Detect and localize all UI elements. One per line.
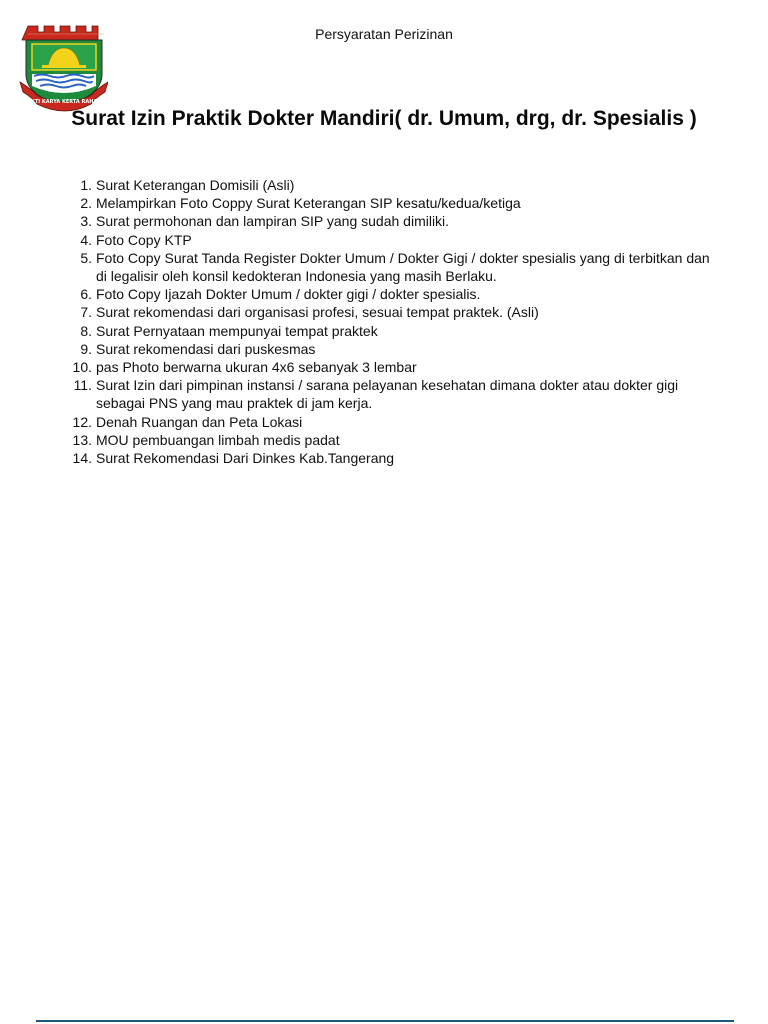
list-item-number: 11. (73, 377, 92, 394)
list-item-number: 13. (72, 431, 92, 448)
list-item (62, 449, 722, 467)
list-item-number: 4. (80, 231, 92, 248)
list-item (62, 194, 722, 212)
list-item (62, 431, 722, 449)
list-item (62, 358, 722, 376)
list-item (62, 322, 722, 340)
list-item-text: Surat Rekomendasi Dari Dinkes Kab.Tangerang (96, 450, 395, 467)
list-item-text: Denah Ruangan dan Peta Lokasi (96, 413, 303, 430)
list-item-number: 2. (80, 195, 92, 212)
list-item-text: Foto Copy Ijazah Dokter Umum / dokter gigi / dokter spesialis. (96, 286, 481, 303)
list-item (62, 212, 722, 230)
kabupaten-tangerang-emblem-icon (18, 20, 108, 116)
list-item-number: 10. (72, 359, 92, 376)
page-header: Persyaratan Perizinan (315, 26, 453, 42)
requirements-list (62, 176, 722, 467)
list-item-number: 3. (80, 213, 92, 230)
list-item-number: 1. (80, 177, 92, 193)
list-item (62, 340, 722, 358)
list-item-text: Foto Copy Surat Tanda Register Dokter Umum / Dokter Gigi / dokter spesialis yang di terbitkan dan di legalisir oleh konsil kedokteran Indonesia yang masih Berlaku. (96, 249, 710, 285)
list-item-text: Surat Izin dari pimpinan instansi / sarana pelayanan kesehatan dimana dokter atau dokter gigi sebagai PNS yang mau praktek di jam kerja. (96, 377, 679, 412)
bottom-divider (36, 1020, 734, 1022)
list-item-number: 6. (80, 286, 92, 303)
list-item-text: Surat permohonan dan lampiran SIP yang sudah dimiliki. (96, 213, 450, 230)
list-item-number: 9. (80, 340, 92, 357)
list-item-text: Surat rekomendasi dari puskesmas (96, 340, 316, 357)
list-item (62, 376, 722, 412)
list-item (62, 303, 722, 321)
list-item-number: 7. (80, 304, 92, 321)
list-item (62, 413, 722, 431)
list-item-text: Surat rekomendasi dari organisasi profesi, sesuai tempat praktek. (Asli) (96, 304, 539, 321)
list-item-number: 14. (72, 450, 92, 467)
list-item-text: Foto Copy KTP (96, 231, 192, 248)
list-item-number: 5. (80, 249, 92, 266)
list-item (62, 231, 722, 249)
list-item-text: pas Photo berwarna ukuran 4x6 sebanyak 3 lembar (96, 359, 417, 376)
list-item-number: 8. (80, 322, 92, 339)
list-item-text: MOU pembuangan limbah medis padat (96, 431, 340, 448)
list-item-text: Melampirkan Foto Coppy Surat Keterangan SIP kesatu/kedua/ketiga (96, 195, 521, 212)
list-item (62, 249, 722, 285)
list-item-text: Surat Pernyataan mempunyai tempat praktek (96, 322, 378, 339)
list-item-number: 12. (72, 413, 92, 430)
document-title: Surat Izin Praktik Dokter Mandiri( dr. Umum, drg, dr. Spesialis ) (71, 107, 697, 130)
list-item (62, 285, 722, 303)
list-item-text: Surat Keterangan Domisili (Asli) (96, 177, 295, 193)
svg-text:BHAKTI KARYA KERTA RAHARJA: BHAKTI KARYA KERTA RAHARJA (19, 99, 107, 105)
list-item (62, 176, 722, 194)
